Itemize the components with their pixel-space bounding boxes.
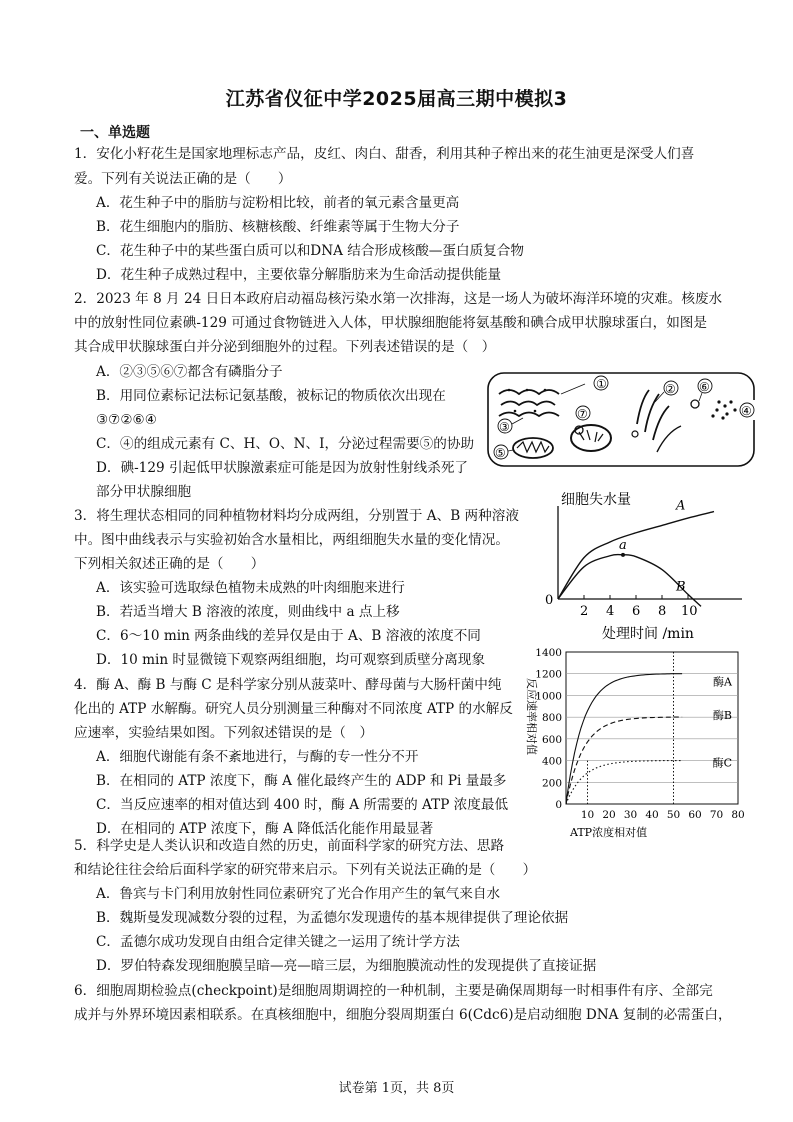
q4-option-c: C．当反应速率的相对值达到 400 时，酶 A 所需要的 ATP 浓度最低 — [96, 797, 509, 813]
cell-label-3: ③ — [499, 420, 510, 434]
page-footer: 试卷第 1页，共 8页 — [338, 1081, 455, 1096]
q4-stem-line1: 4．酶 A、酶 B 与酶 C 是科学家分别从菠菜叶、酵母菌与大肠杆菌中纯 — [74, 677, 502, 693]
q3-stem-line1: 3．将生理状态相同的同种植物材料均分成两组，分别置于 A、B 两种溶液 — [74, 508, 519, 524]
q3-stem-line2: 中。图中曲线表示与实验初始含水量相比，两组细胞失水量的变化情况。 — [74, 532, 509, 548]
chart1-ylabel: 细胞失水量 — [561, 492, 631, 508]
chart1-point-a-label: a — [619, 537, 627, 553]
q2-option-b-line2: ③⑦②⑥④ — [96, 412, 157, 428]
enzyme-rate-chart — [520, 642, 752, 840]
q3-option-b: B．若适当增大 B 溶液的浓度，则曲线中 a 点上移 — [96, 604, 400, 620]
q4-option-d: D．在相同的 ATP 浓度下，酶 A 降低活化能作用最显著 — [96, 821, 434, 837]
q1-stem-line1: 1．安化小籽花生是国家地理标志产品，皮红、肉白、甜香，利用其种子榨出来的花生油更是深受人们喜 — [74, 146, 695, 162]
cell-secretion-diagram — [487, 372, 755, 467]
chart2-y-tick-label: 200 — [541, 777, 562, 790]
q4-option-b: B．在相同的 ATP 浓度下，酶 A 催化最终产生的 ADP 和 Pi 量最多 — [96, 773, 507, 789]
chart2-y-tick-label: 1000 — [535, 690, 562, 703]
q6-stem-line1: 6．细胞周期检验点(checkpoint)是细胞周期调控的一种机制，主要是确保周期每一时相事件有序、全部完 — [74, 983, 713, 999]
q5-option-c: C．孟德尔成功发现自由组合定律关键之一运用了统计学方法 — [96, 934, 460, 950]
section-heading: 一、单选题 — [80, 125, 150, 141]
chart2-series-label-3: 酶C — [712, 756, 732, 770]
chart2-y-tick-label: 800 — [541, 712, 562, 725]
chart2-y-tick-label: 1400 — [535, 647, 562, 659]
water-loss-chart — [536, 486, 746, 642]
chart2-series-label-2: 酶B — [712, 709, 732, 723]
chart1-point-a — [621, 553, 625, 557]
chart1-series-label-A: A — [676, 498, 686, 514]
cell-label-1: ① — [596, 377, 607, 391]
chart2-x-tick-label: 80 — [731, 809, 745, 821]
cell-label-5: ⑤ — [495, 446, 506, 460]
q5-option-a: A．鲁宾与卡门利用放射性同位素研究了光合作用产生的氧气来自水 — [96, 886, 501, 902]
cell-label-6: ⑥ — [699, 380, 710, 394]
chart1-series-label-B: B — [676, 579, 686, 595]
chart2-ylabel: 反应速率相对值 — [525, 678, 538, 755]
chart2-x-tick-label: 20 — [602, 809, 616, 821]
chart2-y-tick-label: 600 — [541, 733, 562, 746]
q4-stem-line3: 应速率，实验结果如图。下列叙述错误的是（ ） — [74, 725, 374, 741]
chart1-x-tick-label: 2 — [580, 604, 589, 619]
page-title: 江苏省仪征中学2025届高三期中模拟3 — [225, 88, 568, 110]
chart2-series-label-1: 酶A — [713, 675, 732, 689]
q4-stem-line2: 化出的 ATP 水解酶。研究人员分别测量三种酶对不同浓度 ATP 的水解反 — [74, 701, 513, 717]
chart1-x-tick-label: 8 — [658, 604, 667, 619]
chart1-series-A — [558, 512, 714, 599]
chart1-xlabel: 处理时间 /min — [602, 626, 694, 642]
q1-option-d: D．花生种子成熟过程中，主要依靠分解脂肪来为生命活动提供能量 — [96, 267, 502, 283]
cell-label-2: ② — [665, 382, 676, 396]
chart1-x-tick-label: 10 — [681, 604, 698, 619]
q1-option-a: A．花生种子中的脂肪与淀粉相比较，前者的氧元素含量更高 — [96, 195, 460, 211]
q4-option-a: A．细胞代谢能有条不紊地进行，与酶的专一性分不开 — [96, 749, 419, 765]
q1-option-c: C．花生种子中的某些蛋白质可以和DNA 结合形成核酸—蛋白质复合物 — [96, 243, 524, 259]
q2-stem-line1: 2．2023 年 8 月 24 日日本政府启动福岛核污染水第一次排海，这是一场人为破坏海洋环境的灾难。核废水 — [74, 291, 723, 307]
chart2-x-tick-label: 30 — [623, 809, 638, 821]
q3-option-a: A．该实验可选取绿色植物未成熟的叶肉细胞来进行 — [96, 580, 405, 596]
chart2-x-tick-label: 60 — [688, 809, 702, 821]
chart2-x-tick-label: 10 — [580, 809, 595, 821]
chart1-x-tick-label: 6 — [632, 604, 641, 619]
chart1-origin-label: 0 — [545, 593, 554, 608]
cell-label-7: ⑦ — [577, 407, 588, 421]
q3-stem-line3: 下列相关叙述正确的是（ ） — [74, 556, 265, 572]
chart2-y-tick-label: 0 — [555, 799, 562, 811]
chart2-x-tick-label: 70 — [709, 809, 724, 821]
q1-option-b: B．花生细胞内的脂肪、核糖核酸、纤维素等属于生物大分子 — [96, 219, 460, 235]
q2-stem-line2: 中的放射性同位素碘-129 可通过食物链进入人体，甲状腺细胞能将氨基酸和碘合成甲状腺球蛋白，如图是 — [74, 315, 707, 331]
q1-stem-line2: 爱。下列有关说法正确的是（ ） — [74, 171, 292, 187]
chart2-y-tick-label: 400 — [541, 755, 562, 768]
q3-option-d: D．10 min 时显微镜下观察两组细胞，均可观察到质壁分离现象 — [96, 652, 486, 668]
q2-option-c: C．④的组成元素有 C、H、O、N、I，分泌过程需要⑤的协助 — [96, 436, 475, 452]
chart2-x-tick-label: 50 — [666, 809, 681, 821]
chart2-xlabel: ATP浓度相对值 — [570, 826, 648, 839]
q2-option-d-line2: 部分甲状腺细胞 — [96, 484, 192, 500]
chart2-y-tick-label: 1200 — [535, 668, 562, 681]
q2-option-b-line1: B．用同位素标记法标记氨基酸，被标记的物质依次出现在 — [96, 388, 446, 404]
q5-option-d: D．罗伯特森发现细胞膜呈暗—亮—暗三层，为细胞膜流动性的发现提供了直接证据 — [96, 958, 597, 974]
chart2-x-tick-label: 40 — [645, 809, 659, 821]
q2-option-d-line1: D．碘-129 引起低甲状腺激素症可能是因为放射性射线杀死了 — [96, 460, 469, 476]
q5-stem-line1: 5．科学史是人类认识和改造自然的历史，前面科学家的研究方法、思路 — [74, 838, 505, 854]
q5-stem-line2: 和结论往往会给后面科学家的研究带来启示。下列有关说法正确的是（ ） — [74, 862, 537, 878]
q6-stem-line2: 成并与外界环境因素相联系。在真核细胞中，细胞分裂周期蛋白 6(Cdc6)是启动细胞 DNA 复制的必需蛋白， — [74, 1007, 732, 1023]
chart1-x-tick-label: 4 — [606, 604, 615, 619]
q3-option-c: C．6～10 min 两条曲线的差异仅是由于 A、B 溶液的浓度不同 — [96, 628, 481, 644]
q2-option-a: A．②③⑤⑥⑦都含有磷脂分子 — [96, 364, 283, 380]
cell-label-4: ④ — [741, 404, 752, 418]
q5-option-b: B．魏斯曼发现减数分裂的过程，为孟德尔发现遗传的基本规律提供了理论依据 — [96, 910, 569, 926]
q2-stem-line3: 其合成甲状腺球蛋白并分泌到细胞外的过程。下列表述错误的是（ ） — [74, 339, 496, 355]
